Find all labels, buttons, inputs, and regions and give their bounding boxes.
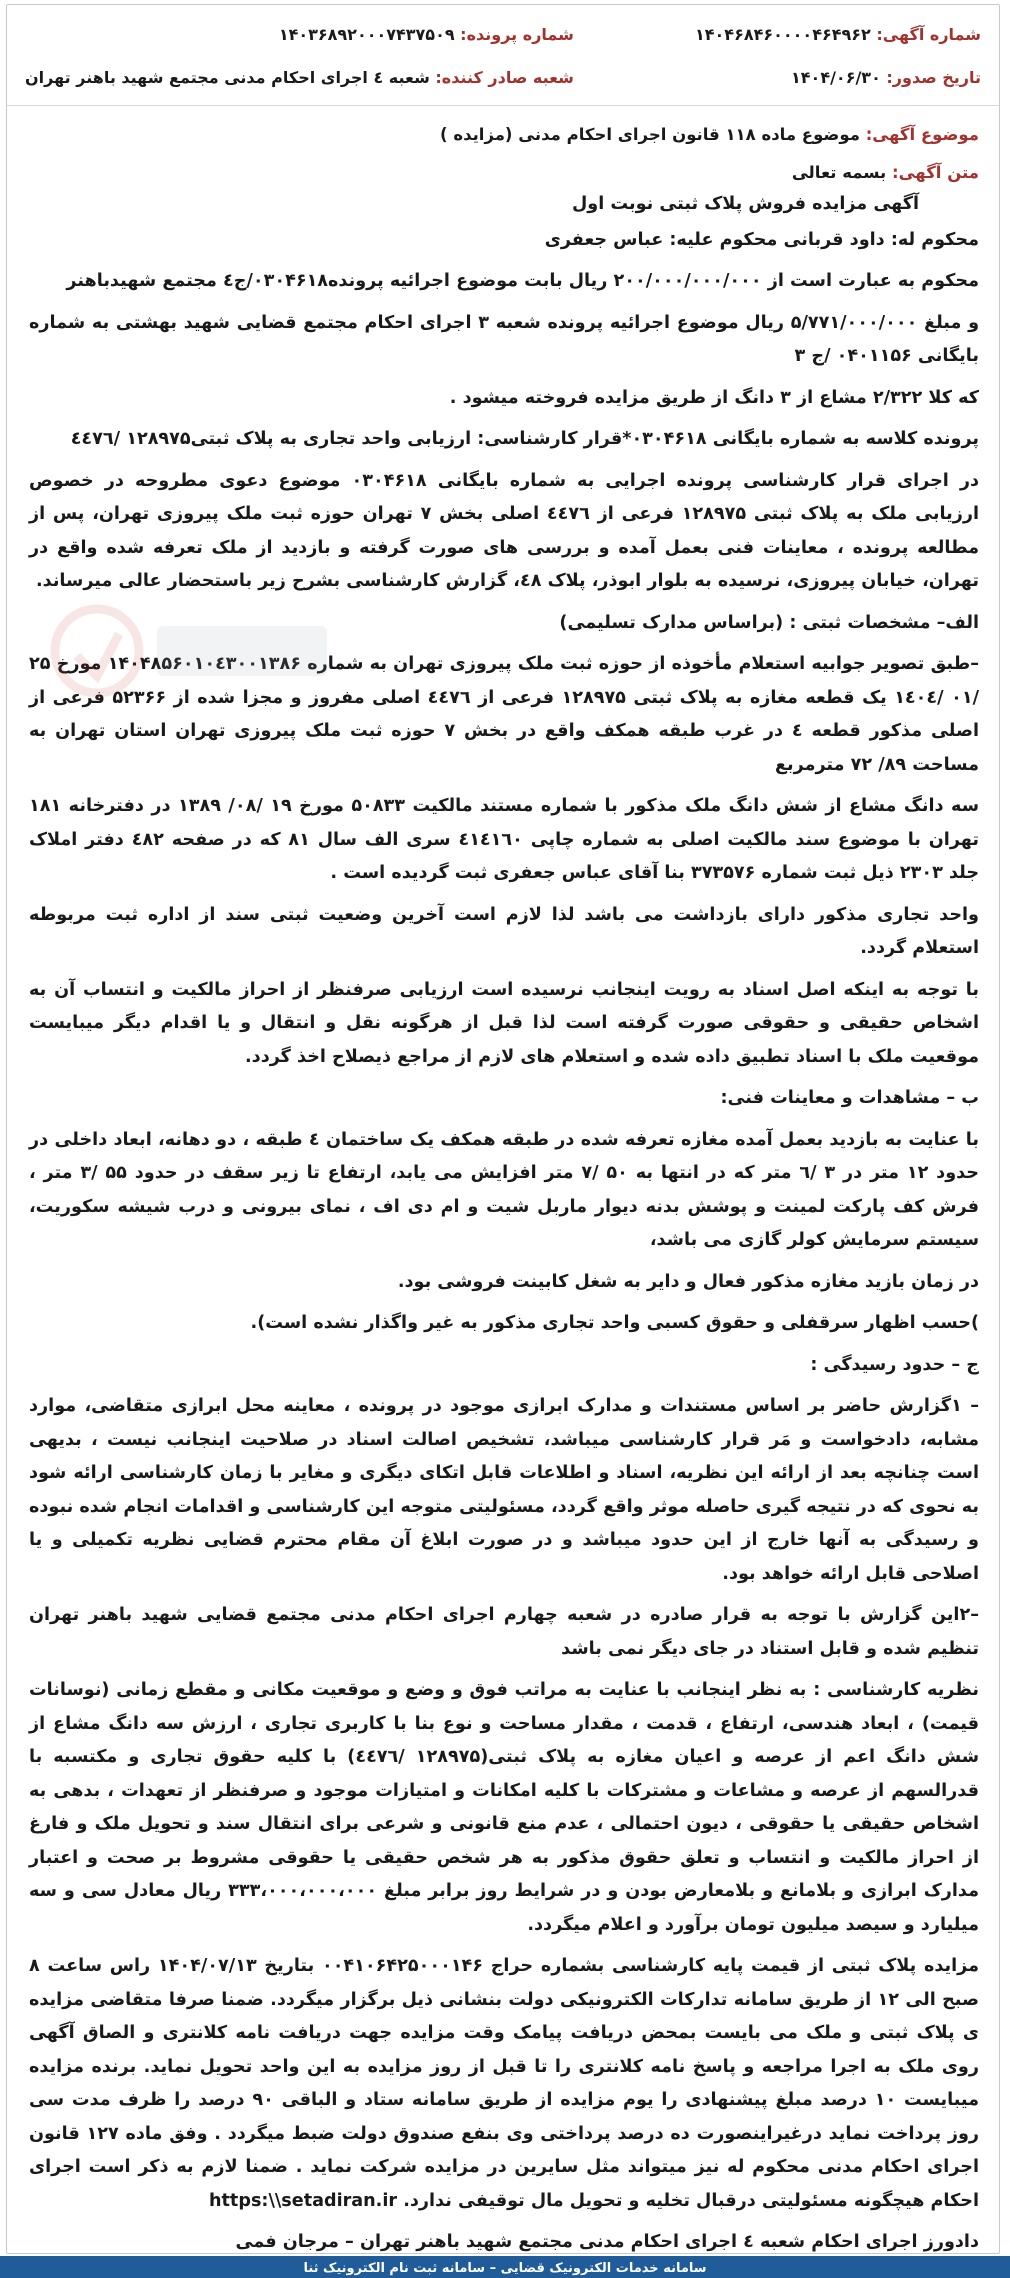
ad-text-label: متن آگهی: — [892, 163, 979, 182]
issue-date-value: ۱۴۰۴/۰۶/۳۰ — [791, 68, 881, 87]
goodwill-note: )حسب اظهار سرقفلی و حقوق کسبی واحد تجاری مذکور به غیر واگذار نشده است). — [250, 1313, 979, 1333]
expert-intro: در اجرای قرار کارشناسی پرونده اجرایی به شماره بایگانی ۰۳۰۴۶۱۸ موضوع دعوی مطروحه در خصوص ارزیابی ملک به پلاک ثبتی ۱۲۸۹۷۵ فرعی از ٤٤٧٦ اصلی بخش ۷ تهران حوزه ثبت ملک پیروزی تهران، پس از مطالعه پرونده ، معاینات فنی بعمل آمده و بررسی های صورت گرفته و بازدید از ملک تعرفه شده واقع در تهران، خیابان پیروزی، نرسیده به بلوار ابوذر، پلاک ٤٨، گزارش کارشناسی بشرح زیر باستحضار عالی میرساند. — [29, 470, 979, 591]
ad-number-label: شماره آگهی: — [876, 25, 981, 44]
registry-inquiry: –طبق تصویر جوابیه استعلام مأخوذه از حوزه ثبت ملک پیروزی تهران به شماره ۱۴۰۴۸۵۶۰۱۰٤۳۰۰۱۳۸۶ مورخ ۲۵ /۰۱ /۱٤۰٤ یک قطعه مغازه به پلاک ثبتی ۱۲۸۹۷۵ فرعی از ٤٤٧٦ اصلی مفروز و مجزا شده از ۵۲۳۶۶ فرعی از اصلی مذکور قطعه ٤ در غرب طبقه همکف واقع در بخش ۷ حوزه ثبت ملک پیروزی تهران استان تهران به مساحت ۸۹/ ۷۲ مترمربع — [29, 654, 979, 775]
issuer-label: شعبه صادر کننده: — [435, 68, 574, 87]
notice-header — [7, 5, 999, 106]
scope-item-1: – ۱گزارش حاضر بر اساس مستندات و مدارک ابرازی موجود در پرونده ، معاینه محل ابرازی متقاضی، موارد مشابه، دادخواست و مَر قرار کارشناسی میباشد، تشخیص اصالت اسناد در صلاحیت اینجانب نیست ، بدیهی است چنانچه بعد از ارائه این نظریه، اسناد و اطلاعات قابل اتکای دیگری و مغایر با زمان کارشناسی ارائه شود به نحوی که در نتیجه گیری حاصله موثر واقع گردد، مسئولیتی متوجه این کارشناسی و اقدامات انجام شده نبوده و رسیدگی به آنها خارج از این حدود میباشد و در صورت ابلاغ آن مقام محترم قضایی نظریه تکمیلی و یا اصلاحی قابل ارائه خواهد بود. — [29, 1396, 979, 1584]
issue-date-label: تاریخ صدور: — [886, 68, 981, 87]
issuer-field — [25, 68, 574, 87]
notice-title: آگهی مزایده فروش پلاک ثبتی نوبت اول — [572, 194, 919, 214]
auction-terms — [29, 1950, 979, 2218]
ad-number-value: ۱۴۰۴۶۸۴۶۰۰۰۰۴۶۴۹۶۲ — [695, 25, 871, 44]
inspection-details: با عنایت به بازدید بعمل آمده مغازه تعرفه شده در طبقه همکف یک ساختمان ٤ طبقه ، دو دهانه، ابعاد داخلی در حدود ۱۲ متر در ۳ /٦ متر که در انتها به ۵۰ /۷ متر افزایش می یابد، ارتفاع تا زیر سقف در حدود ۵۵ /۳ متر ، فرش کف پارکت لمینت و پوشش بدنه دیوار ماربل شیت و ام دی اف ، نمای بیرونی و درب شیشه سکوریت، سیستم سرمایش کولر گازی می باشد، — [29, 1129, 979, 1250]
scope-item-2: –۲این گزارش با توجه به قرار صادره در شعبه چهارم اجرای احکام مدنی مجتمع قضایی شهید باهنر تهران تنظیم شده و قابل استناد در جای دیگر نمی باشد — [29, 1605, 979, 1659]
subject-line — [29, 122, 979, 148]
notice-content — [7, 106, 999, 2254]
ad-text-opening: بسمه تعالی — [791, 163, 887, 182]
issue-date-field — [574, 68, 981, 87]
share-sold: که کلا ۲/۳۲۲ مشاع از ۳ دانگ از طریق مزایده فروخته میشود . — [449, 387, 979, 408]
case-order: پرونده کلاسه به شماره بایگانی ۰۳۰۴۶۱۸*قرار کارشناسی: ارزیابی واحد تجاری به پلاک ثبتی۱۲۸۹۷۵ /٤٤٧٦ — [70, 429, 979, 449]
documents-note: با توجه به اینکه اصل اسناد به رویت اینجانب نرسیده است ارزیابی صرفنظر از احراز مالکیت و انتساب آن به اشخاص حقیقی و حقوقی صورت گرفته است لذا قبل از هرگونه نقل و انتقال و یا اقدام دیگر میبایست موقعیت ملک با اسناد تطبیق داده شده و استعلام های لازم از مراجع ذیصلاح اخذ گردد. — [29, 979, 979, 1067]
issuer-value: شعبه ٤ اجرای احکام مدنی مجتمع شهید باهنر تهران — [25, 68, 430, 87]
case-number-label: شماره پرونده: — [460, 25, 574, 44]
section-b-title: ب – مشاهدات و معاینات فنی: — [720, 1088, 979, 1108]
section-c-title: ج – حدود رسیدگی : — [810, 1354, 979, 1375]
subject-label: موضوع آگهی: — [865, 125, 979, 144]
ad-text-line — [29, 160, 979, 186]
expert-opinion: نظریه کارشناسی : به نظر اینجانب با عنایت به مراتب فوق و وضع و موقعیت مکانی و مقطع زمانی (نوسانات قیمت) ، ابعاد هندسی، ارتفاع ، قدمت ، مقدار مساحت و نوع بنا با کاربری تجاری ، ارزش سه دانگ مشاع از شش دانگ اعم از عرصه و اعیان مغازه به پلاک ثبتی(۱۲۸۹۷۵ /٤٤٧٦) با کلیه حقوق تجاری و مکتسبه با قدرالسهم از عرصه و مشاعات و مشترکات با کلیه امکانات و امتیازات موجود و صرفنظر از تعهدات ، بدهی به اشخاص حقیقی یا حقوقی ، دیون احتمالی ، عدم منع قانونی و شرعی برای انتقال سند و تحویل ملک و فارغ از احراز مالکیت و انتساب و تعلق حقوق مذکور به هر شخص حقیقی یا حقوقی مشروط بر صحت و اعتبار مدارک ابرازی و بلامانع و بلامعارض بودن و در شرایط روز برابر مبلغ ۳۳۳،۰۰۰،۰۰۰،۰۰۰ ریال معادل سی و سه میلیارد و سیصد میلیون تومان برآورد و اعلام میگردد. — [29, 1680, 979, 1935]
subject-value: موضوع ماده ۱۱۸ قانون اجرای احکام مدنی (مزایده ) — [440, 125, 860, 144]
case-number-value: ۱۴۰۳۶۸۹۲۰۰۰۷۴۳۷۵۰۹ — [278, 25, 455, 44]
judgment-amount: محکوم به عبارت است از ۲۰۰/۰۰۰/۰۰۰/۰۰۰ ریال بابت موضوع اجرائیه پرونده۰۳۰۴۶۱۸/ج٤ مجتمع شهیدباهنر — [66, 271, 979, 291]
additional-amount: و مبلغ ۵/۷۷۱/۰۰۰/۰۰۰ ریال موضوع اجرائیه پرونده شعبه ۳ اجرای احکام مجتمع قضایی شهید بهشتی به شماره بایگانی ۰۴۰۱۱۵۶ /ج ۳ — [29, 312, 980, 366]
ownership-deed: سه دانگ مشاع از شش دانگ ملک مذکور با شماره مستند مالکیت ۵۰۸۳۳ مورخ ۱۹ /۰۸/ ۱۳۸۹ در دفترخانه ۱۸۱ تهران با موضوع سند مالکیت اصلی به شماره چاپی ٤١٤١٦٠ سری الف سال ۸۱ که در صفحه ٤۸۲ دفتر املاک جلد ۲۳۰۳ ذیل ثبت شماره ۳۷۳۵۷۶ بنا آقای عباس جعفری ثبت گردیده است . — [29, 796, 979, 883]
case-number-field — [25, 25, 574, 44]
setadiran-link[interactable]: https:\\setadiran.ir — [209, 2190, 398, 2211]
footer-text: سامانه خدمات الکترونیک قضایی – سامانه ثبت نام الکترونیک ثنا — [303, 2261, 707, 2276]
notice-body — [29, 188, 979, 2254]
auction-terms-text: مزایده پلاک ثبتی از قیمت پایه کارشناسی بشماره حراج ۰۰۴۱۰۶۴۲۵۰۰۰۱۴۶ بتاریخ ۱۴۰۴/۰۷/۱۳ راس ساعت ۸ صبح الی ۱۲ از طریق سامانه تدارکات الکترونیکی دولت بنشانی ذیل برگزار میگردد. ضمنا صرفا متقاضی مزایده ی پلاک ثبتی و ملک می بایست بمحض دریافت پیامک وقت مزایده جهت دریافت نامه کلانتری و الصاق آگهی روی ملک به اجرا مراجعه و پاسخ نامه کلانتری را تا قبل از روز مزایده به این واحد تحویل نماید. برنده مزایده میبایست ۱۰ درصد مبلغ پیشنهادی را یوم مزایده از طریق سامانه ستاد و الباقی ۹۰ درصد را ظرف مدت سی روز پرداخت نماید درغیراینصورت ده درصد پرداختی وی بنفع صندوق دولت ضبط میگردد . وفق ماده ۱۲۷ قانون اجرای احکام مدنی محکوم له نیز میتواند مثل سایرین در مزایده شرکت نماید . ضمنا لازم به ذکر است اجرای احکام هیچگونه مسئولیتی درقبال تخلیه و تحویل مال توقیفی ندارد. — [29, 1956, 980, 2211]
footer-bar — [0, 2256, 1010, 2278]
parties-line: محکوم له: داود قربانی محکوم علیه: عباس جعفری — [544, 229, 979, 250]
ad-number-field — [574, 25, 981, 44]
seizure-note: واحد تجاری مذکور دارای بازداشت می باشد لذا لازم است آخرین وضعیت ثبتی سند از اداره ثبت مربوطه استعلام گردد. — [29, 904, 979, 958]
notice-card — [6, 4, 1000, 2254]
signature-line-1: دادورز اجرای احکام شعبه ٤ اجرای احکام مدنی مجتمع شهید باهنر تهران – مرجان فمی — [235, 2232, 979, 2252]
section-a-title: الف– مشخصات ثبتی : (براساس مدارک تسلیمی) — [559, 612, 979, 633]
shop-status: در زمان بازید مغازه مذکور فعال و دایر به شغل کابینت فروشی بود. — [397, 1271, 979, 1292]
